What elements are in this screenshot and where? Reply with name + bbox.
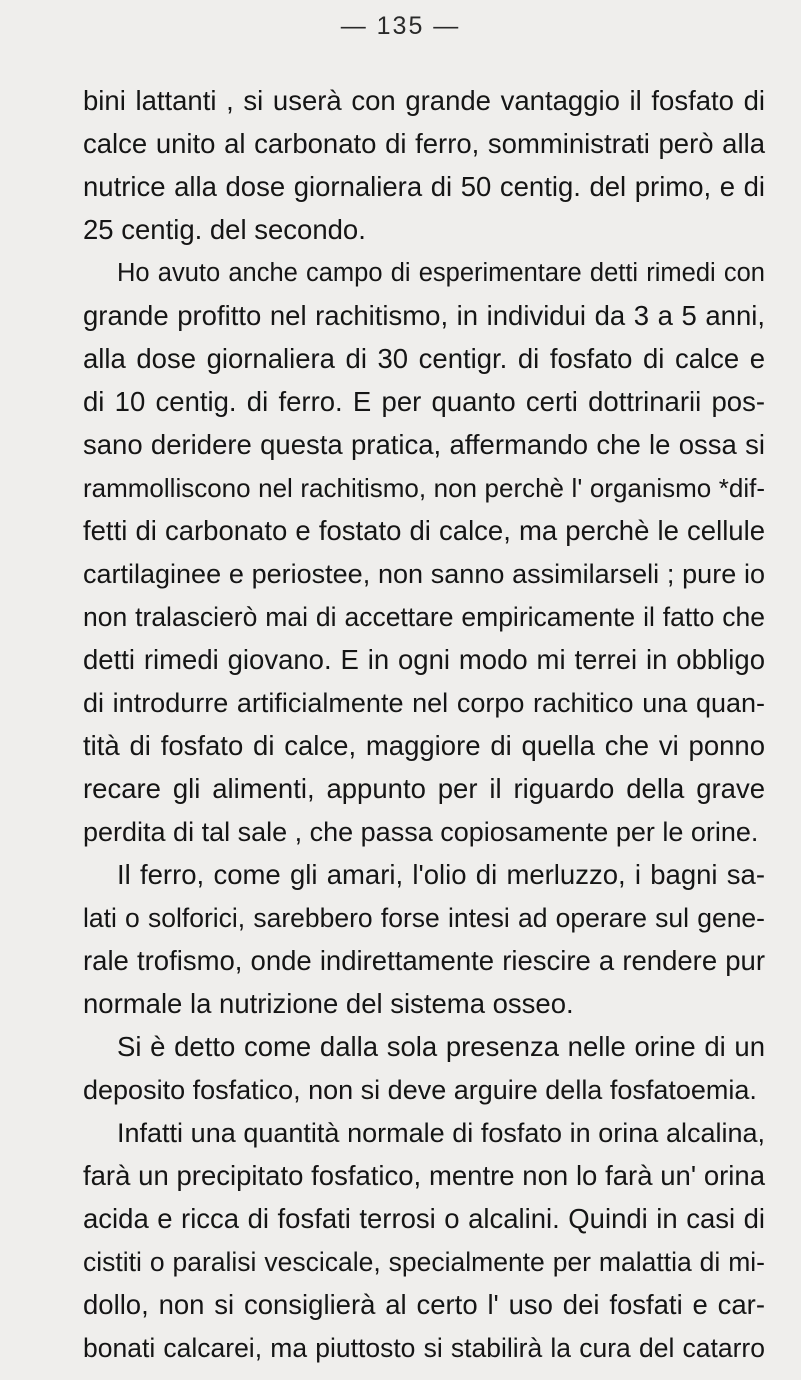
- text-line: Si è detto come dalla sola presenza nelle orine di un: [117, 1031, 765, 1062]
- text-line: bini lattanti , si userà con grande vantaggio il fosfato di: [83, 85, 765, 116]
- text-line: grande profitto nel rachitismo, in individui da 3 a 5 anni,: [83, 300, 765, 331]
- text-line: bonati calcarei, ma piuttosto si stabilirà la cura del catarro: [83, 1333, 765, 1363]
- text-line: farà un precipitato fosfatico, mentre non lo farà un' orina: [83, 1160, 765, 1191]
- text-line: dollo, non si consiglierà al certo l' uso dei fosfati e car-: [83, 1289, 765, 1320]
- text-line: lati o solforici, sarebbero forse intesi ad operare sul gene-: [83, 903, 765, 933]
- text-line: di 10 centig. di ferro. E per quanto certi dottrinarii pos-: [83, 386, 765, 417]
- text-line: tità di fosfato di calce, maggiore di quella che vi ponno: [83, 730, 765, 761]
- text-line: alla dose giornaliera di 30 centigr. di fosfato di calce e: [83, 343, 765, 374]
- text-line: Il ferro, come gli amari, l'olio di merluzzo, i bagni sa-: [117, 859, 765, 890]
- text-line: di introdurre artificialmente nel corpo rachitico una quan-: [83, 688, 765, 718]
- text-line: deposito fosfatico, non si deve arguire della fosfatoemia.: [83, 1075, 757, 1105]
- text-line: rammolliscono nel rachitismo, non perchè l' organismo *dif-: [83, 473, 765, 503]
- text-line: cistiti o paralisi vescicale, specialmente per malattia di mi-: [83, 1247, 765, 1277]
- text-line: rale trofismo, onde indirettamente riescire a rendere pur: [83, 945, 765, 976]
- text-line: recare gli alimenti, appunto per il riguardo della grave: [83, 773, 765, 804]
- text-line: normale la nutrizione del sistema osseo.: [83, 988, 574, 1019]
- text-line: perdita di tal sale , che passa copiosamente per le orine.: [83, 817, 759, 847]
- text-line: calce unito al carbonato di ferro, somministrati però alla: [83, 128, 765, 159]
- text-line: cartilaginee e periostee, non sanno assimilarseli ; pure io: [83, 559, 765, 589]
- text-line: Ho avuto anche campo di esperimentare detti rimedi con: [117, 259, 765, 287]
- text-line: Infatti una quantità normale di fosfato in orina alcalina,: [117, 1118, 765, 1148]
- text-line: 25 centig. del secondo.: [83, 214, 366, 245]
- text-line: sano deridere questa pratica, affermando che le ossa si: [83, 429, 765, 460]
- text-line: detti rimedi giovano. E in ogni modo mi terrei in obbligo: [83, 644, 765, 675]
- text-line: nutrice alla dose giornaliera di 50 centig. del primo, e di: [83, 171, 765, 202]
- text-line: acida e ricca di fosfati terrosi o alcalini. Quindi in casi di: [83, 1203, 765, 1234]
- text-line: fetti di carbonato e fostato di calce, ma perchè le cellule: [83, 515, 765, 546]
- page-number: — 135 —: [340, 12, 461, 40]
- text-line: non tralascierò mai di accettare empiricamente il fatto che: [83, 602, 765, 632]
